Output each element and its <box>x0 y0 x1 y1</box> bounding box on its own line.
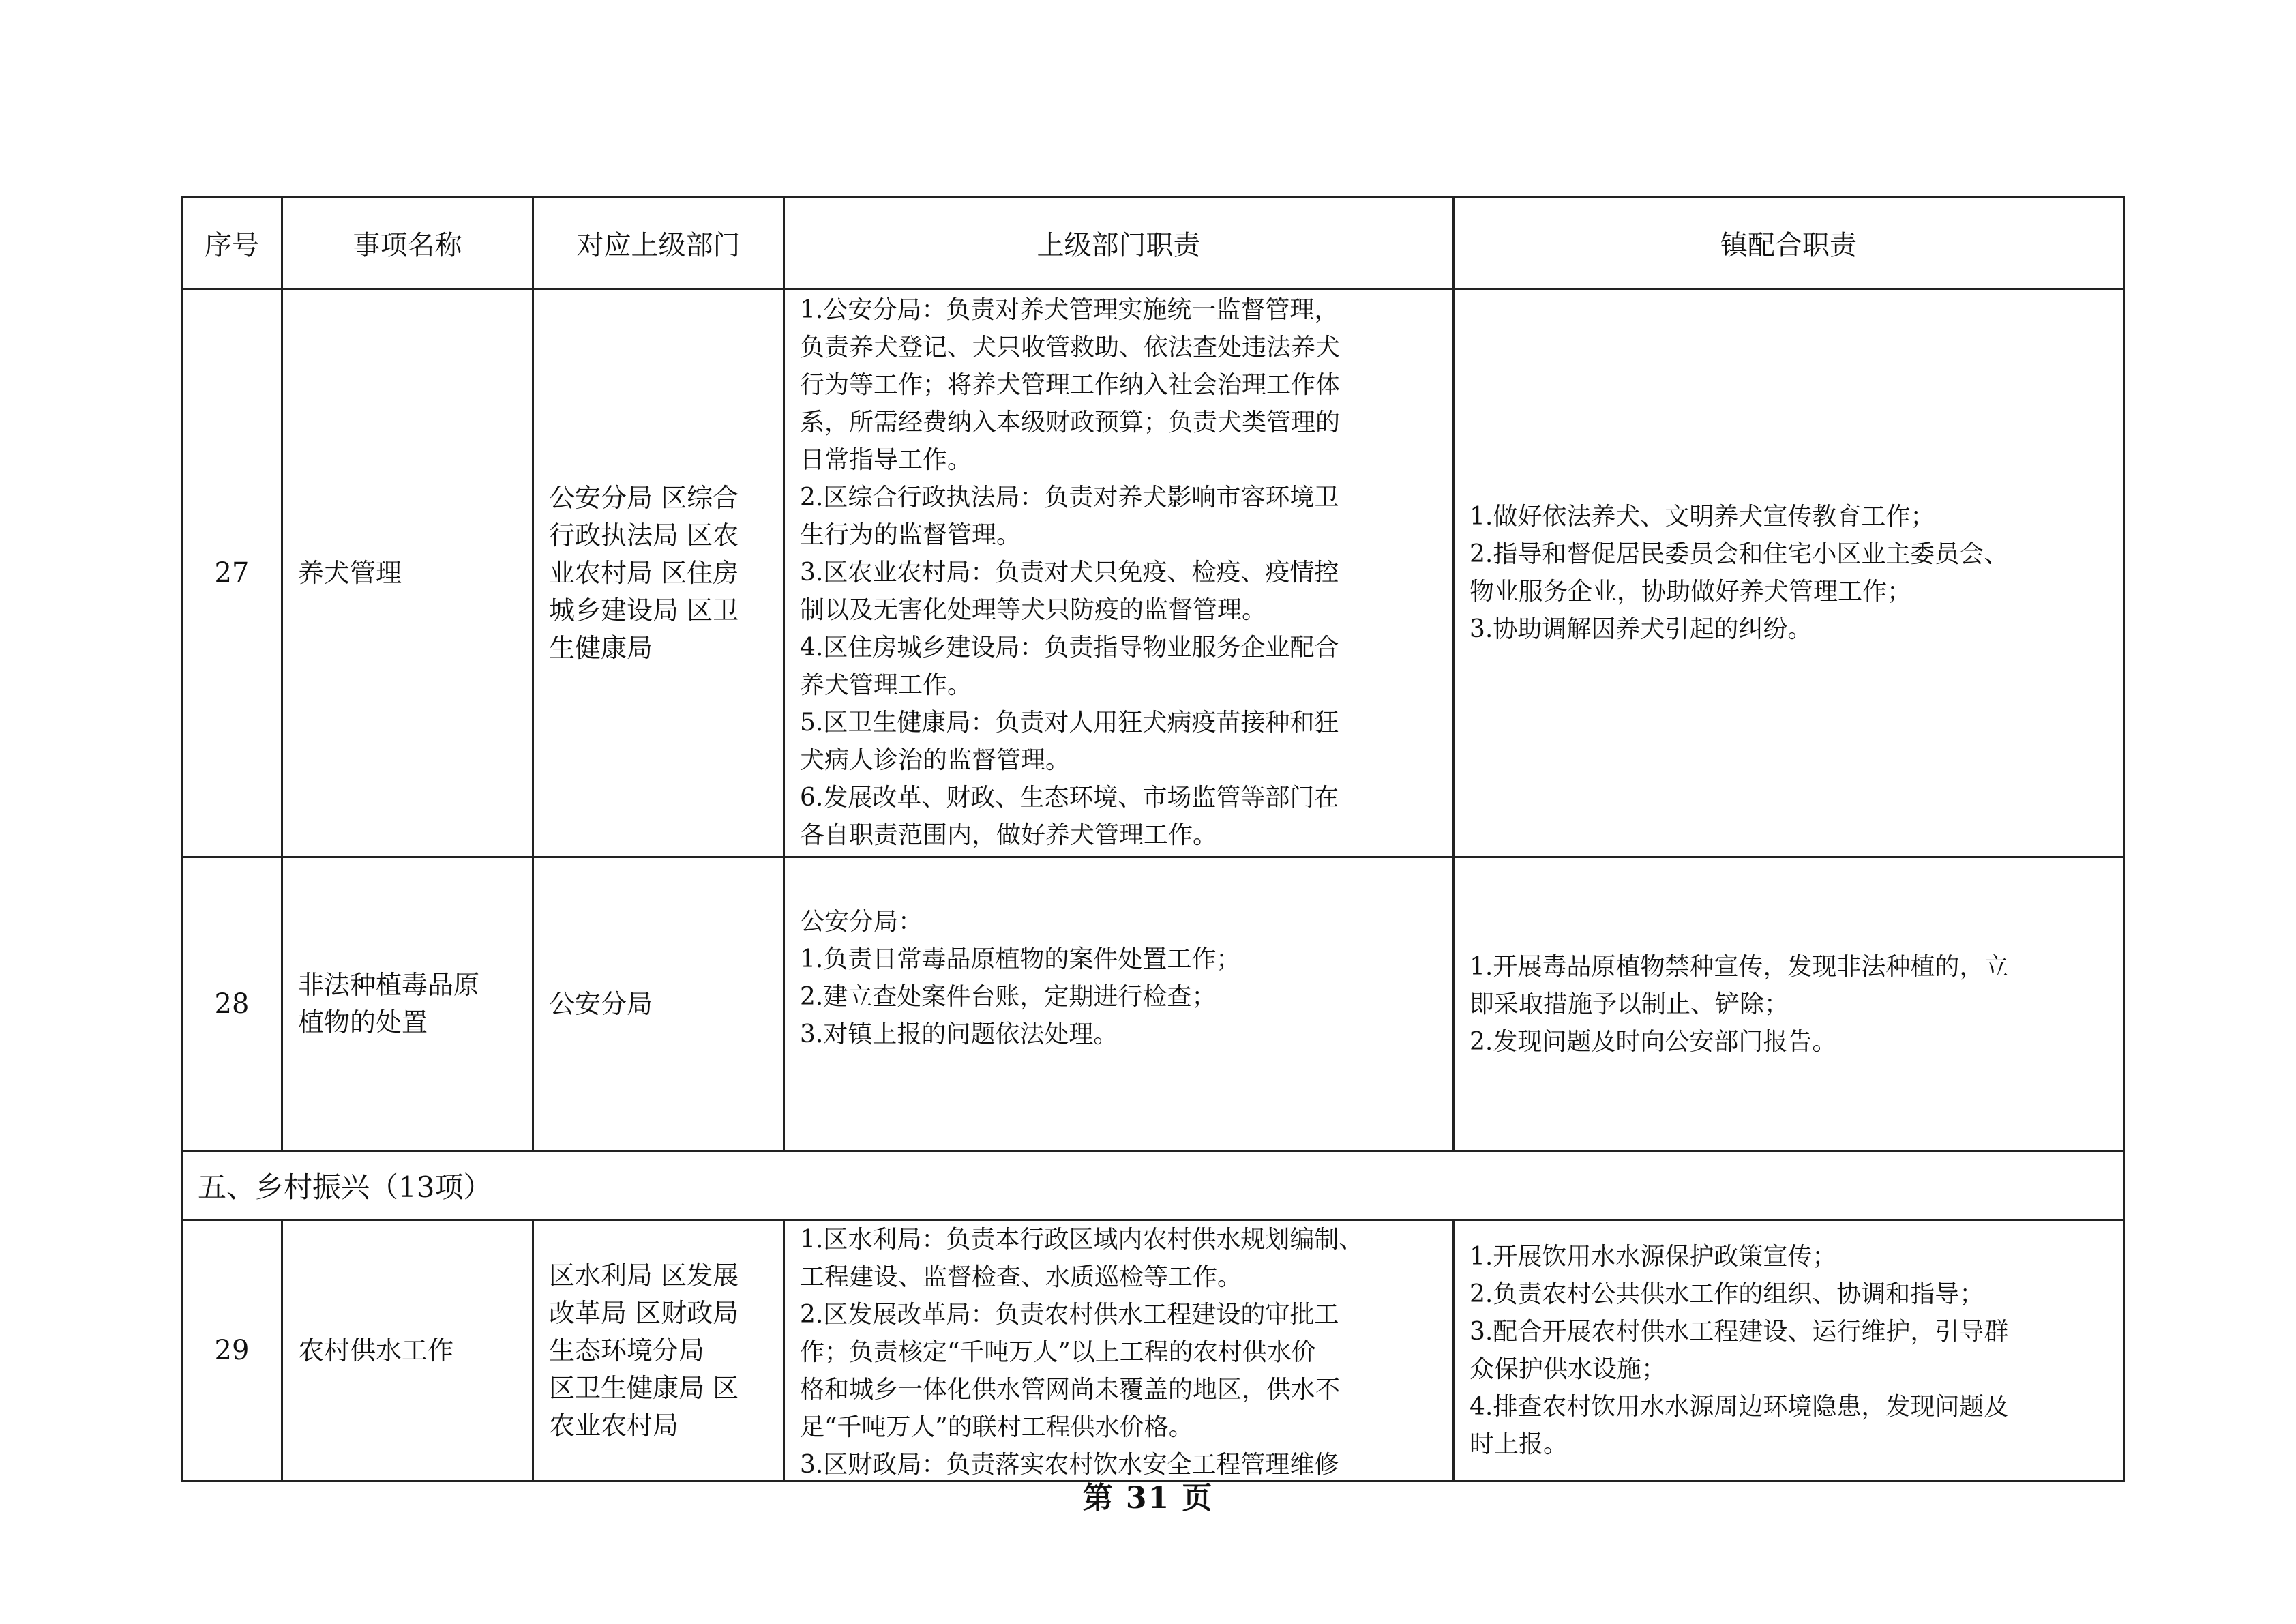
text-line: 1.开展毒品原植物禁种宣传，发现非法种植的，立 <box>1470 952 2009 981</box>
text-line: 2.负责农村公共供水工作的组织、协调和指导； <box>1470 1280 1984 1308</box>
text-line: 1.公安分局：负责对养犬管理实施统一监督管理， <box>800 296 1339 324</box>
text-line: 6.发展改革、财政、生态环境、市场监管等部门在 <box>800 784 1339 812</box>
row-number: 29 <box>182 1220 282 1481</box>
text-line: 1.区水利局：负责本行政区域内农村供水规划编制、 <box>800 1226 1364 1254</box>
superior-duties-clip <box>800 1221 1446 1480</box>
header-item-name: 事项名称 <box>282 198 533 289</box>
text-line: 2.区综合行政执法局：负责对养犬影响市容环境卫 <box>800 484 1339 512</box>
text-line: 生健康局 <box>549 632 653 663</box>
text-line: 行为等工作；将养犬管理工作纳入社会治理工作体 <box>800 371 1341 399</box>
page-number: 第 31 页 <box>1082 1481 1214 1516</box>
text-line: 公安分局 区综合 <box>549 482 739 513</box>
text-line: 2.发现问题及时向公安部门报告。 <box>1470 1027 1837 1056</box>
text-line: 非法种植毒品原 <box>298 970 480 1000</box>
text-line: 2.指导和督促居民委员会和住宅小区业主委员会、 <box>1470 540 2009 568</box>
text-line: 3.对镇上报的问题依法处理。 <box>800 1020 1118 1048</box>
section-row <box>182 1151 2124 1220</box>
text-line: 格和城乡一体化供水管网尚未覆盖的地区，供水不 <box>800 1376 1341 1404</box>
text-line: 1.做好依法养犬、文明养犬宣传教育工作； <box>1470 503 1935 531</box>
responsibility-table <box>181 196 2125 1482</box>
text-line: 植物的处置 <box>298 1007 428 1037</box>
text-line: 养犬管理工作。 <box>800 671 972 699</box>
text-line: 4.区住房城乡建设局：负责指导物业服务企业配合 <box>800 634 1339 662</box>
text-line: 工程建设、监督检查、水质巡检等工作。 <box>800 1263 1242 1291</box>
text-line: 系，所需经费纳入本级财政预算；负责犬类管理的 <box>800 409 1341 437</box>
item-name <box>282 1220 533 1481</box>
header-no: 序号 <box>182 198 282 289</box>
superior-duties <box>784 289 1454 857</box>
superior-duties <box>784 857 1454 1151</box>
header-town-duties: 镇配合职责 <box>1454 198 2124 289</box>
section-title: 五、乡村振兴（13项） <box>182 1151 2124 1220</box>
text-line: 时上报。 <box>1470 1430 1568 1458</box>
text-line: 物业服务企业，协助做好养犬管理工作； <box>1470 578 1912 606</box>
text-line: 生行为的监督管理。 <box>800 521 1022 549</box>
text-line: 公安分局 <box>549 988 653 1019</box>
header-superior-duties: 上级部门职责 <box>784 198 1454 289</box>
text-line: 日常指导工作。 <box>800 446 972 474</box>
text-line: 改革局 区财政局 <box>549 1297 739 1328</box>
text-line: 区水利局 区发展 <box>549 1260 739 1290</box>
text-line: 3.协助调解因养犬引起的纠纷。 <box>1470 615 1813 643</box>
text-line: 1.负责日常毒品原植物的案件处置工作； <box>800 945 1241 973</box>
town-duties <box>1454 857 2124 1151</box>
text-line: 足“千吨万人”的联村工程供水价格。 <box>800 1413 1193 1441</box>
text-line: 行政执法局 区农 <box>549 520 739 550</box>
table-row <box>182 289 2124 857</box>
text-line: 城乡建设局 区卫 <box>549 595 739 625</box>
town-duties <box>1454 1220 2124 1481</box>
text-line: 众保护供水设施； <box>1470 1355 1667 1383</box>
table-row <box>182 857 2124 1151</box>
text-line: 1.开展饮用水水源保护政策宣传； <box>1470 1243 1837 1271</box>
text-line: 公安分局： <box>800 908 923 936</box>
town-duties <box>1454 289 2124 857</box>
text-line: 业农村局 区住房 <box>549 557 739 588</box>
text-line: 犬病人诊治的监督管理。 <box>800 746 1071 774</box>
text-line: 4.排查农村饮用水水源周边环境隐患，发现问题及 <box>1470 1393 2009 1421</box>
text-line: 作；负责核定“千吨万人”以上工程的农村供水价 <box>800 1338 1316 1366</box>
item-name <box>282 289 533 857</box>
text-line: 即采取措施予以制止、铲除； <box>1470 990 1789 1018</box>
text-line: 各自职责范围内，做好养犬管理工作。 <box>800 821 1218 849</box>
text-line: 3.区农业农村局：负责对犬只免疫、检疫、疫情控 <box>800 559 1339 587</box>
text-line: 2.区发展改革局：负责农村供水工程建设的审批工 <box>800 1301 1339 1329</box>
superior-dept <box>533 1220 784 1481</box>
superior-dept <box>533 857 784 1151</box>
text-line: 5.区卫生健康局：负责对人用狂犬病疫苗接种和狂 <box>800 709 1339 737</box>
text-line: 制以及无害化处理等犬只防疫的监督管理。 <box>800 596 1267 624</box>
table-header-row <box>182 198 2124 289</box>
text-line: 2.建立查处案件台账，定期进行检查； <box>800 983 1217 1011</box>
text-line: 养犬管理 <box>298 557 402 588</box>
text-line: 农村供水工作 <box>298 1335 454 1365</box>
text-line: 3.区财政局：负责落实农村饮水安全工程管理维修 <box>800 1451 1339 1479</box>
superior-duties <box>784 1220 1454 1481</box>
row-number: 28 <box>182 857 282 1151</box>
superior-dept <box>533 289 784 857</box>
item-name <box>282 857 533 1151</box>
text-line: 生态环境分局 <box>549 1335 705 1365</box>
text-line: 负责养犬登记、犬只收管救助、依法查处违法养犬 <box>800 334 1341 361</box>
text-line: 区卫生健康局 区 <box>549 1372 739 1403</box>
text-line: 3.配合开展农村供水工程建设、运行维护，引导群 <box>1470 1318 2009 1346</box>
text-line: 农业农村局 <box>549 1410 679 1441</box>
header-superior-dept: 对应上级部门 <box>533 198 784 289</box>
row-number: 27 <box>182 289 282 857</box>
table-row <box>182 1220 2124 1481</box>
